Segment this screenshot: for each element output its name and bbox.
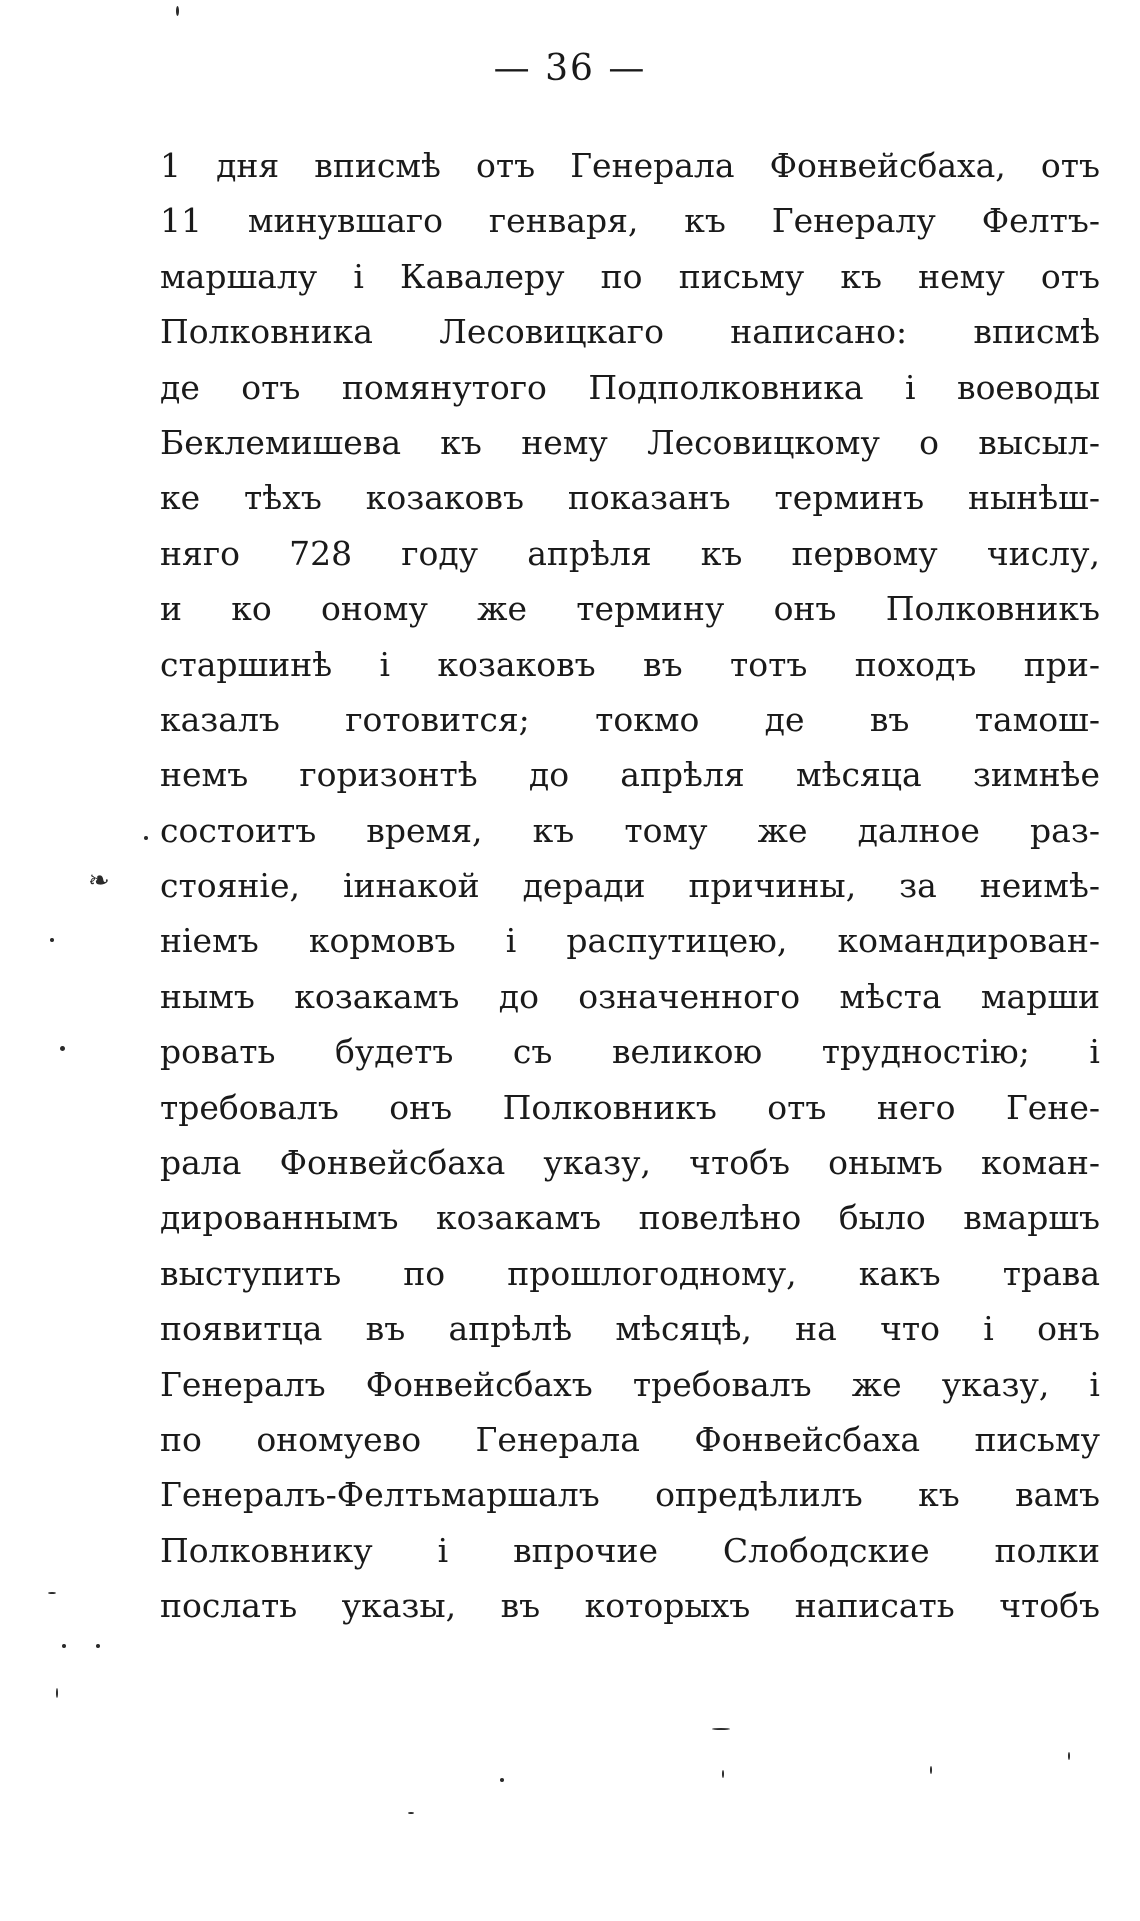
text-line: требовалъ онъ Полковникъ отъ него Гене- [160, 1087, 1100, 1127]
text-line: появитца въ апрѣлѣ мѣсяцѣ, на что і онъ [160, 1309, 1100, 1349]
print-speck [176, 6, 179, 16]
text-line: нымъ козакамъ до означенного мѣста марши [160, 976, 1100, 1016]
print-speck [712, 1728, 730, 1730]
print-speck [930, 1766, 932, 1774]
text-line: ровать будетъ съ великою трудностію; і [160, 1032, 1100, 1072]
text-line: ке тѣхъ козаковъ показанъ терминъ нынѣш- [160, 478, 1100, 518]
text-line: рала Фонвейсбаха указу, чтобъ онымъ коман- [160, 1143, 1100, 1183]
print-speck [144, 836, 148, 840]
text-line: Полковнику і впрочие Слободские полки [160, 1530, 1100, 1570]
text-line: выступить по прошлогодному, какъ трава [160, 1253, 1100, 1293]
page-number: — 36 — [493, 48, 647, 89]
text-line: Беклемишева къ нему Лесовицкому о высыл- [160, 422, 1100, 462]
text-line: 1 дня вписмѣ отъ Генерала Фонвейсбаха, отъ [160, 146, 1100, 185]
text-line: Генералъ-Фелтьмаршалъ опредѣлилъ къ вамъ [160, 1475, 1100, 1515]
print-speck [50, 938, 54, 942]
text-line: Генералъ Фонвейсбахъ требовалъ же указу, і [160, 1364, 1100, 1404]
text-line: стояніе, іинакой деради причины, за неимѣ- [160, 866, 1100, 906]
text-line: дированнымъ козакамъ повелѣно было вмаршъ [160, 1198, 1100, 1238]
text-line: маршалу і Кавалеру по письму къ нему отъ [160, 256, 1100, 296]
print-speck [96, 1644, 100, 1648]
text-line: няго 728 году апрѣля къ первому числу, [160, 533, 1100, 573]
text-line: казалъ готовится; токмо де въ тамош- [160, 699, 1100, 739]
print-speck [60, 1046, 65, 1051]
print-speck [722, 1770, 724, 1778]
text-line: и ко оному же термину онъ Полковникъ [160, 589, 1100, 629]
print-speck [500, 1778, 504, 1782]
text-line: 11 минувшаго генваря, къ Генералу Фелтъ- [160, 201, 1100, 241]
print-speck [408, 1812, 414, 1814]
text-line: Полковника Лесовицкаго написано: вписмѣ [160, 312, 1100, 352]
print-speck [48, 1592, 56, 1594]
print-speck [56, 1688, 58, 1698]
text-line: послать указы, въ которыхъ написать чтобъ [160, 1586, 1100, 1626]
margin-ornament: ❧ [88, 866, 110, 896]
body-text [160, 138, 1100, 1634]
text-line: по ономуево Генерала Фонвейсбаха письму [160, 1419, 1100, 1459]
text-line: ніемъ кормовъ і распутицею, командирован- [160, 921, 1100, 961]
text-line: состоитъ время, къ тому же далное раз- [160, 810, 1100, 850]
print-speck [62, 1644, 66, 1648]
print-speck [1068, 1752, 1070, 1760]
text-line: старшинѣ і козаковъ въ тотъ походъ при- [160, 644, 1100, 684]
text-line: немъ горизонтѣ до апрѣля мѣсяца зимнѣе [160, 755, 1100, 795]
text-line: де отъ помянутого Подполковника і воеводы [160, 367, 1100, 407]
